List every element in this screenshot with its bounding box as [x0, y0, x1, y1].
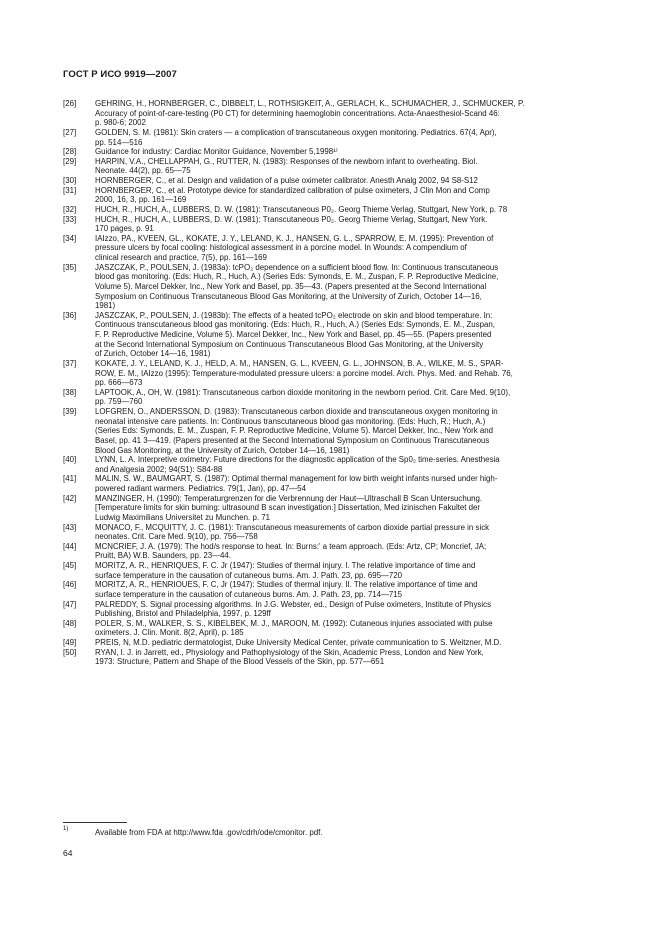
reference-item: [63, 600, 599, 619]
reference-item: [63, 494, 599, 523]
reference-text: POLER, S. M., WALKER, S. S., KIBELBEK, M. J., MAROON, M. (1992): Cutaneous injuries associated with pulse oximeters. J. Clin. Monit. 8(2, April), p. 185: [95, 618, 493, 638]
reference-number: [34]: [63, 233, 77, 243]
reference-text: HORNBERGER, C., et al. Design and validation of a pulse oximeter calibrator. Anesth Analg 2002, 94 S8-S12: [95, 176, 478, 185]
footnote: [63, 828, 322, 837]
reference-item: [63, 128, 599, 147]
reference-item: [63, 215, 599, 234]
reference-number: [32]: [63, 204, 77, 214]
reference-text: LOFGREN, O., ANDERSSON, D. (1983): Transcutaneous carbon dioxide and transcutaneous oxygen monitoring in neonatal intensive care patients. In: Continuous transcutaneous blood gas monitoring. (Eds: Huch, R.; Huch, A.) (Series Eds: Symonds, E. M., Zuspan, F. P. Reproductive Medicine, Volume 5). Marcel Dekker, Inc., New York and Basel, pp. 41 3—419. (Papers presented at the Second International Symposium on Continuous Transcutaneous Blood Gas Monitoring, at the University of Zurich, October 14—16, 1981): [95, 407, 498, 455]
reference-text: GEHRING, H., HORNBERGER, C., DIBBELT, L., ROTHSIGKEIT, A., GERLACH, K., SCHUMACHER, J., SCHMUCKER, P. Accuracy of point-of-care-testing (P0 CT) for determining haemoglobin concentrations. Acta-Anaesthesiol-Scand 46: p. 980-6; 2002: [95, 99, 525, 128]
reference-item: [63, 147, 599, 157]
reference-text: MORITZ, A. R., HENRIOUES, F. C, Jr (1947): Studies of thermal injury. II. The relative importance of time and surface temperature in the causation of cutaneous burns. Am. J. Path. 23, pp. 714—715: [95, 580, 478, 599]
reference-item: [63, 99, 599, 128]
reference-item: [63, 561, 599, 580]
reference-number: [48]: [63, 618, 77, 628]
reference-item: [63, 186, 599, 205]
reference-text: JASZCZAK, P., POULSEN, J. (1983a): tcPO₂ dependence on a sufficient blood flow. In: Continuous transcutaneous blood gas monitoring. (Eds: Huch, R., Huch, A.) (Series Eds: Symonds, E. M., Zuspan, F. P. Reproductive Medicine, Volume 5). Marcel Dekker, Inc., New York and Basel, pp. 35—43. (Papers presented at the Second International Symposium on Continuous Transcutaneous Blood Gas Monitoring, at the University of Zurich, October 14—16, 1981): [95, 262, 499, 311]
reference-number: [47]: [63, 599, 77, 609]
reference-number: [35]: [63, 262, 77, 272]
reference-item: [63, 263, 599, 311]
footnote-divider: [63, 822, 127, 823]
reference-item: [63, 455, 599, 474]
reference-text: HUCH, R., HUCH, A., LUBBERS, D. W. (1981): Transcutaneous P0₂. Georg Thieme Verlag, Stuttgart, New York. 170 pages, p. 91: [95, 214, 488, 234]
reference-number: [41]: [63, 474, 77, 484]
reference-text: JASZCZAK, P., POULSEN, J. (1983b): The effects of a heated tcPO₂ electrode on skin and blood temperature. In: Continuous transcutaneous blood gas monitoring. (Eds: Huch, R., Huch, A.) (Series Eds: Symonds, E. M., Zuspan, F. P. Reproductive Medicine, Volume 5). Marcel Dekker, Inc., New York and Basel, pp. 45—55. (Papers presented at the Second International Symposium on Continuous Transcutaneous Blood Gas Monitoring, at the University of Zurich, October 14—16, 1981): [95, 310, 495, 359]
reference-text: RYAN, I. J. in Jarrett, ed., Physiology and Pathophysiology of the Skin, Academic Press, London and New York, 1973: Structure, Pattern and Shape of the Blood Vessels of the Skin, pp. 577—651: [95, 647, 484, 667]
reference-item: [63, 176, 599, 186]
reference-text: KOKATE, J. Y., LELAND, K. J., HELD, A. M., HANSEN, G. L., KVEEN, G. L., JOHNSON, B. A., WILKE, M. S., SPAR- ROW, E. M., IAIzzo (1995): Temperature-modulated pressure ulcers: a porcine model. Arch. Phys. Med. and Rehab. 76, pp. 666—673: [95, 358, 513, 388]
reference-item: [63, 638, 599, 648]
footnote-text: Available from FDA at http://www.fda .gov/cdrh/ode/cmonitor. pdf.: [95, 828, 323, 837]
reference-number: [46]: [63, 580, 77, 590]
reference-text: MONACO, F., MCQUITTY, J. C. (1981): Transcutaneous measurements of carbon dioxide partial pressure in sick neonates. Crit. Care Med. 9(10), pp. 756—758: [95, 522, 490, 542]
reference-number: [27]: [63, 127, 77, 137]
reference-number: [50]: [63, 647, 77, 657]
reference-number: [28]: [63, 147, 77, 157]
reference-number: [33]: [63, 214, 77, 224]
reference-item: [63, 388, 599, 407]
reference-item: [63, 407, 599, 455]
page-number: 64: [63, 848, 73, 858]
reference-text: GOLDEN, S. M. (1981): Skin craters — a complication of transcutaneous oxygen monitoring. Pediatrics. 67(4, Apr), pp. 514—516: [95, 127, 497, 147]
reference-number: [31]: [63, 185, 77, 195]
reference-text: MORITZ, A. R., HENRIQUES, F. C. Jr (1947): Studies of thermal injury. I. The relative importance of time and surface temperature in the causation of cutaneous burns. Am. J. Path. 23, pp. 695—720: [95, 561, 476, 580]
reference-text: Guidance for industry: Cardiac Monitor Guidance, November 5,1998¹⁾: [95, 147, 338, 157]
reference-text: IAIzzo, PA., KVEEN, GL., KOKATE, J. Y., LELAND, K. J., HANSEN, G. L., SPARROW, E. M. (1995): Prevention of pressure ulcers by focal cooling: histological assessment in a porcine model. In Wounds: A compendium of clinical research and practice, 7(5), pp. 161—169: [95, 233, 494, 262]
reference-item: [63, 234, 599, 263]
document-header: ГОСТ Р ИСО 9919—2007: [63, 69, 177, 80]
reference-text: HUCH, R., HUCH, A., LUBBERS, D. W. (1981): Transcutaneous P0₂. Georg Thieme Verlag, Stuttgart, New York, p. 78: [95, 204, 508, 214]
reference-number: [43]: [63, 522, 77, 532]
reference-text: MANZINGER, H. (1990): Temperaturgrenzen for die Verbrennung der Haut—Ultraschall B Scan Untersuchung. [Temperature limits for skin burning: ultrasound B scan investigation.] Dissertation, Med izinischen Fakultet der Ludwig Maximilians Universitet zu Munchen. p. 71: [95, 493, 483, 522]
reference-item: [63, 359, 599, 388]
reference-text: HARPIN, V.A., CHELLAPPAH, G., RUTTER, N. (1983): Responses of the newborn infant to overheating. Biol. Neonate. 44(2), pp. 65—75: [95, 156, 478, 176]
reference-number: [37]: [63, 358, 77, 368]
reference-number: [44]: [63, 541, 77, 551]
reference-list: [63, 99, 599, 667]
reference-text: MALIN, S. W., BAUMGART, S. (1987): Optimal thermal management for low birth weight infants nursed under high- powered radiant warmers. Pediatrics. 79(1, Jan), pp. 47—54: [95, 474, 498, 493]
reference-item: [63, 474, 599, 493]
reference-number: [45]: [63, 561, 77, 570]
reference-text: PREIS, N, M.D. pediatric dermatologist, Duke University Medical Center, private communication to S. Weitzner, M.D.: [95, 638, 502, 647]
reference-item: [63, 580, 599, 599]
reference-item: [63, 619, 599, 638]
reference-number: [30]: [63, 176, 77, 185]
reference-item: [63, 205, 599, 215]
reference-number: [29]: [63, 156, 77, 166]
reference-number: [49]: [63, 638, 77, 647]
reference-number: [36]: [63, 310, 77, 320]
reference-item: [63, 542, 599, 561]
reference-number: [39]: [63, 407, 77, 416]
footnote-mark: 1): [63, 826, 69, 832]
reference-item: [63, 648, 599, 667]
reference-number: [26]: [63, 99, 77, 108]
reference-text: LYNN, L. A. Interpretive oximetry: Future directions for the diagnostic application of the Sp0₂ time-series. Anesthesia and Analgesia 2002; 94(S1): S84-88: [95, 455, 500, 474]
reference-text: PALREDDY, S. Signal processing algorithms. In J.G. Webster, ed., Design of Pulse oximeters, Institute of Physics Publishing, Bristol and Philadelphia, 1997, p. 129ff: [95, 599, 492, 619]
reference-text: MCNCRIEF, J. A. (1979): The hod/s response to heat. In: Burns:' a team approach. (Eds: Artz, CP; Moncrief, JA; Pruitt, BA) W.B. Saunders, pp. 23—44.: [95, 541, 487, 561]
reference-text: HORNBERGER, C., et al. Prototype device for standardized calibration of pulse oximeters, J Clin Mon and Comp 2000, 16, 3, pp. 161—169: [95, 185, 490, 205]
reference-number: [40]: [63, 455, 77, 465]
reference-number: [42]: [63, 493, 77, 503]
reference-number: [38]: [63, 387, 77, 397]
reference-item: [63, 157, 599, 176]
reference-text: LAPTOOK, A., OH, W. (1981): Transcutaneous carbon dioxide monitoring in the newborn period. Crit. Care Med. 9(10), pp. 759—760: [95, 387, 511, 407]
reference-item: [63, 311, 599, 359]
reference-item: [63, 523, 599, 542]
